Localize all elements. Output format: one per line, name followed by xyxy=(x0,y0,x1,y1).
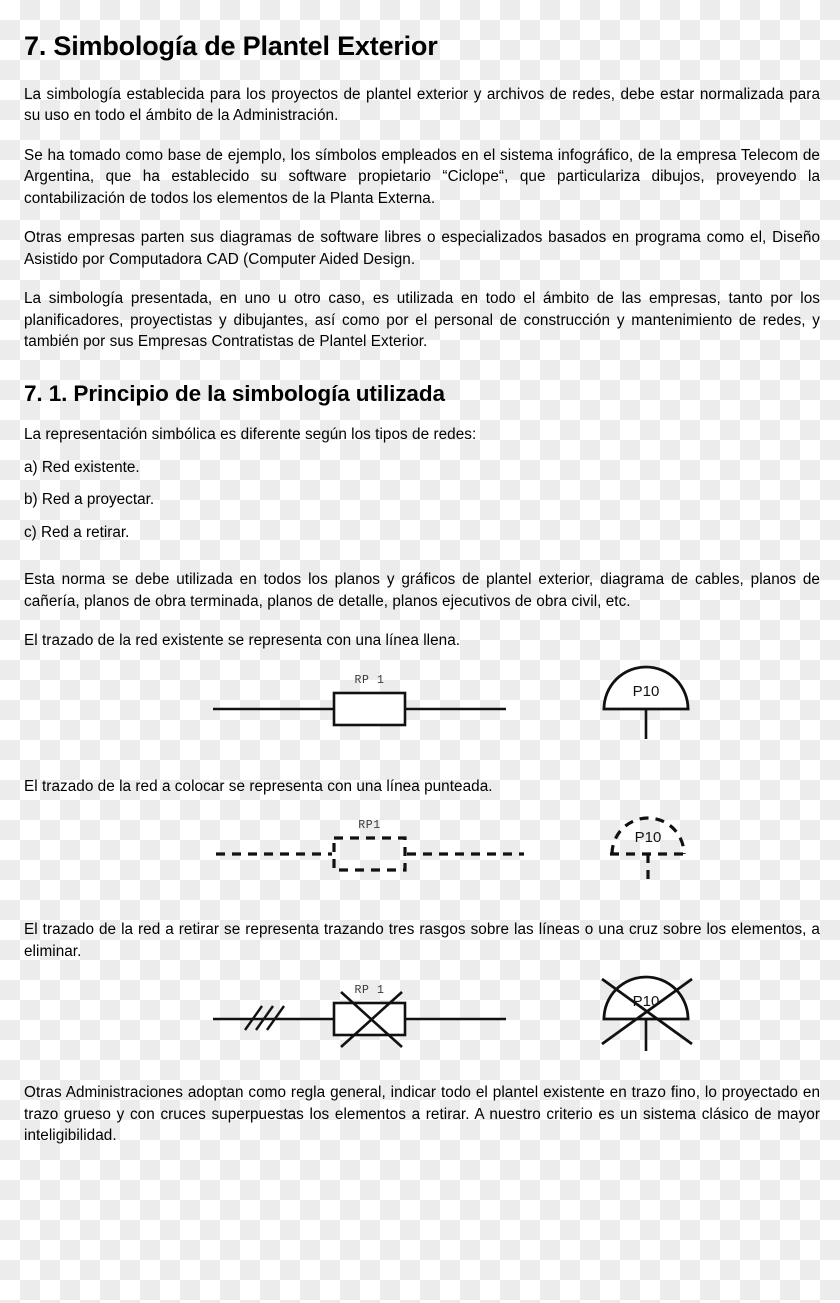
cable-box-label: RP1 xyxy=(358,819,381,833)
document-content xyxy=(24,0,820,1147)
chamber-label: P10 xyxy=(632,993,660,1011)
chamber-label: P10 xyxy=(634,829,662,847)
figure-existing-network xyxy=(24,652,820,762)
page-title: 7. Simbología de Plantel Exterior xyxy=(24,31,438,61)
section-title: 7. 1. Principio de la simbología utilizada xyxy=(24,380,445,406)
paragraph-telecom-example: Se ha tomado como base de ejemplo, los símbolos empleados en el sistema infográfico, de la empresa Telecom de Argentina, que ha establecido su software propietario “Ciclope“, que particulariza dibujos, proveyendo la contabilización de todos los elementos de la Planta Externa. xyxy=(24,146,820,207)
paragraph-other-administrations: Otras Administraciones adoptan como regla general, indicar todo el plantel existente en trazo fino, lo proyectado en trazo grueso y con cruces superpuestas los elementos a retirar. A nuestro criterio es un sistema clásico de mayor inteligibilidad. xyxy=(24,1084,820,1145)
paragraph-cad-software: Otras empresas parten sus diagramas de software libres o especializados basados en programa como el, Diseño Asistido por Computadora CAD (Computer Aided Design. xyxy=(24,229,820,268)
network-types-list xyxy=(24,446,820,544)
list-item: b) Red a proyectar. xyxy=(24,491,155,509)
caption-removed-network: El trazado de la red a retirar se representa trazando tres rasgos sobre las líneas o una cruz sobre los elementos, a eliminar. xyxy=(24,921,820,960)
cable-box xyxy=(334,693,405,725)
cable-box-label: RP 1 xyxy=(354,984,385,998)
chamber-label: P10 xyxy=(632,682,660,700)
cable-box xyxy=(334,838,405,870)
list-item: c) Red a retirar. xyxy=(24,523,130,541)
cable-box-label: RP 1 xyxy=(354,673,385,687)
paragraph-intro: La simbología establecida para los proyectos de plantel exterior y archivos de redes, debe estar normalizada para su uso en todo el ámbito de la Administración. xyxy=(24,85,820,125)
paragraph-norm-scope: Esta norma se debe utilizada en todos los planos y gráficos de plantel exterior, diagrama de cables, planos de cañería, planos de obra terminada, planos de detalle, planos ejecutivos de obra civil, etc. xyxy=(24,571,820,610)
figure-removed-network xyxy=(24,962,820,1072)
paragraph-usage-scope: La simbología presentada, en uno u otro caso, es utilizada en todo el ámbito de las empresas, tanto por los planificadores, proyectistas y dibujantes, así como por el personal de construcción y mantenimiento de redes, y también por sus Empresas Contratistas de Plantel Exterior. xyxy=(24,290,820,351)
list-item: a) Red existente. xyxy=(24,458,140,476)
caption-existing-network: El trazado de la red existente se representa con una línea llena. xyxy=(24,632,461,650)
figure-planned-network xyxy=(24,797,820,907)
caption-planned-network: El trazado de la red a colocar se representa con una línea punteada. xyxy=(24,777,493,795)
paragraph-representation: La representación simbólica es diferente según los tipos de redes: xyxy=(24,426,477,444)
